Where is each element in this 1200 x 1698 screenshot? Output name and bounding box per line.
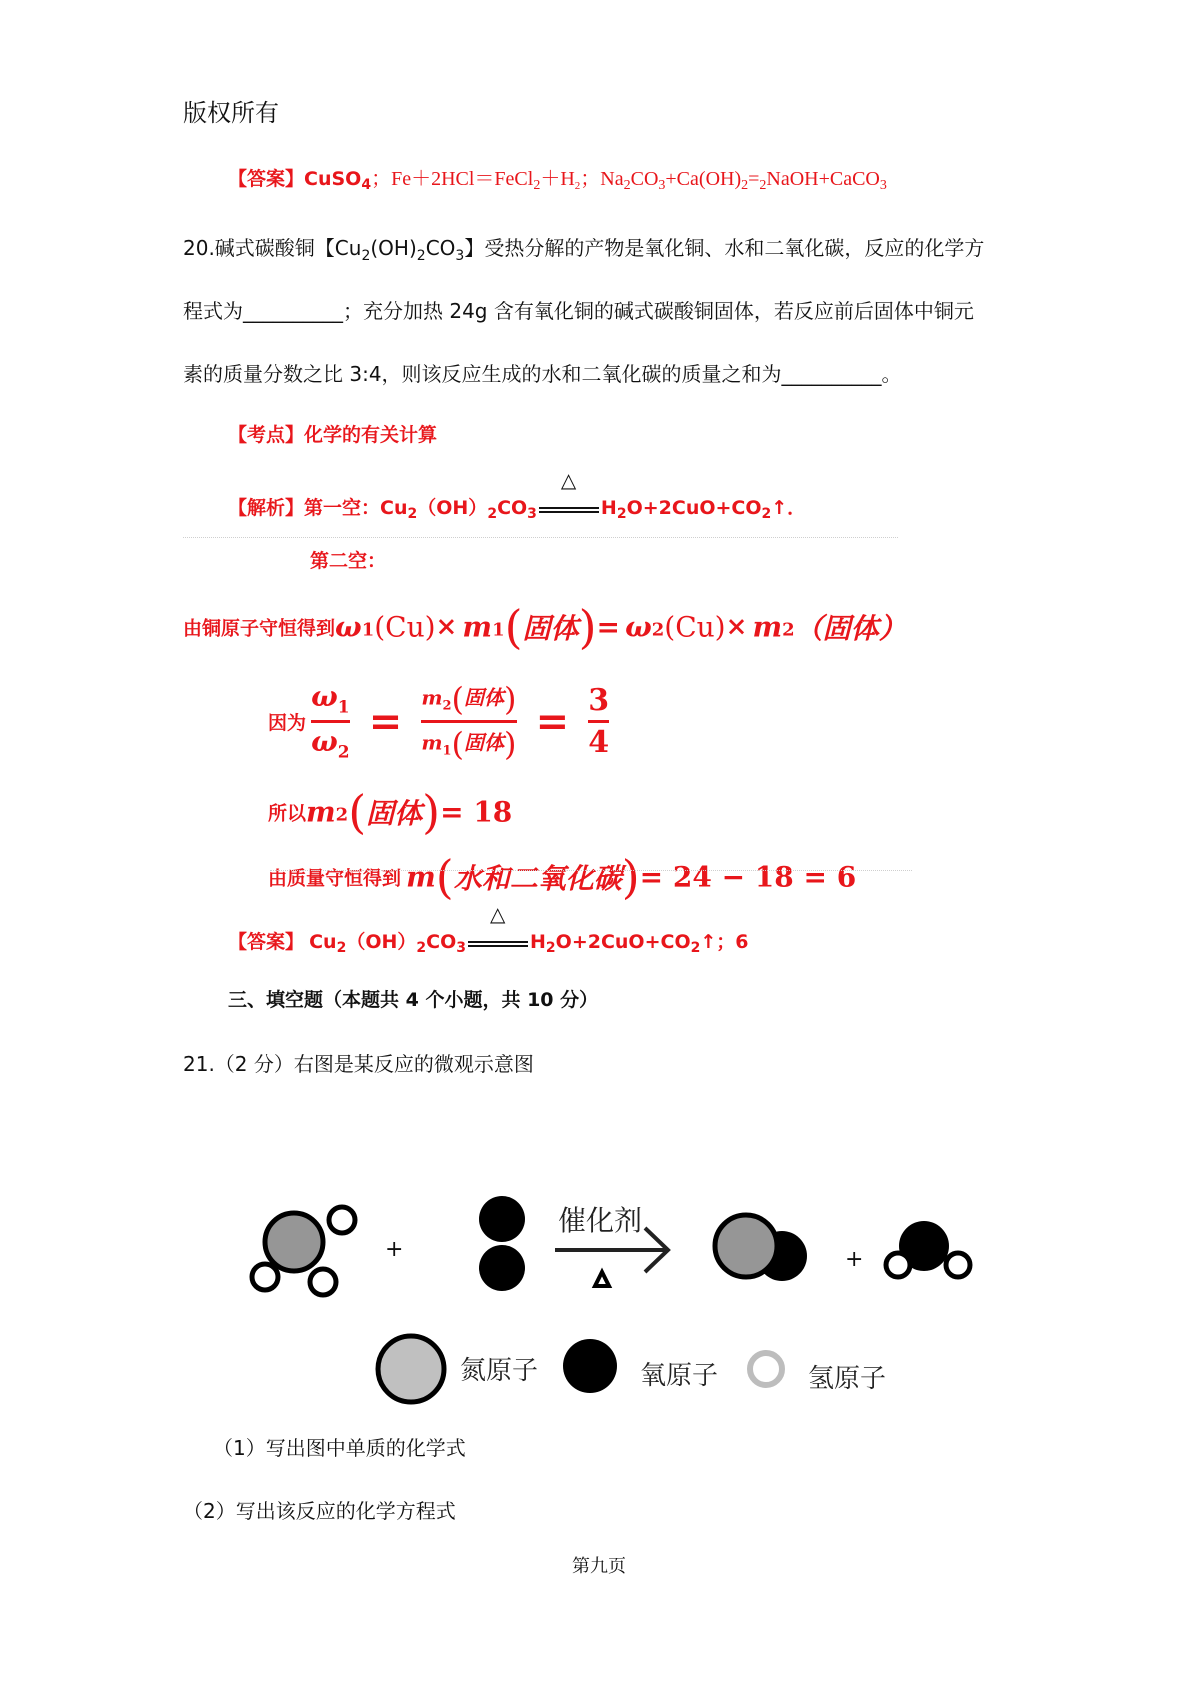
math-line-3 [268,785,512,839]
paren: ( [348,785,367,839]
symbol-omega: ω [625,610,652,644]
formula-part: = [748,168,760,190]
separator: ； [371,168,392,190]
symbol-cu: (Cu) [664,610,726,644]
text-part: 】受热分解的产物是氧化铜、水和二氧化碳，反应的化学方 [464,236,985,260]
math-label: 由铜原子守恒得到 [183,617,336,640]
word-solid: 固体 [366,797,423,830]
paren: ( [451,680,465,718]
symbol-m: m [421,730,443,755]
symbol-omega: ω [311,725,338,758]
text-part: CO [425,236,456,260]
math-label: 因为 [268,712,307,734]
legend-oxygen-label: 氧原子 [640,1361,719,1391]
q21-title: 21.（2 分）右图是某反应的微观示意图 [183,1052,534,1076]
formula-sub: 2 [623,178,631,194]
answer-label: 【答案】 [228,168,305,190]
q21-sub1: （1）写出图中单质的化学式 [213,1436,466,1460]
paren: ) [422,785,441,839]
formula-sub: 4 [361,177,372,194]
equation-fe: Fe＋2HCl＝FeCl [391,168,534,190]
formula-sub: 2 [759,178,767,194]
math-line-2 [268,680,609,763]
divider [270,870,912,871]
text-part: 20.碱式碳酸铜【Cu [183,236,362,260]
heat-symbol: △ [560,468,577,492]
answer-blank: __________ [243,299,343,323]
kaodian-label: 【考点】 [228,424,305,446]
formula-sub: 2 [574,180,581,193]
formula-sub: 2 [361,248,371,264]
word-solid: 固体 [522,612,579,645]
fraction-ratio [588,683,609,760]
formula-sub: 2 [690,940,701,957]
fraction-bar [588,720,609,723]
paren: ( [435,850,454,904]
equals: = [368,698,403,745]
times-symbol: × [435,612,458,642]
text-part: H [530,931,546,953]
formula-sub: 2 [336,940,347,957]
oxygen-molecule [479,1196,525,1291]
q20-line1 [183,232,984,264]
paren: ( [504,600,523,654]
math-line-4 [268,850,856,904]
symbol-m: m [406,860,436,894]
no-molecule [715,1215,807,1281]
text-part: （OH） [346,931,417,953]
plus-sign: + [385,1237,404,1262]
word-solid: 固体 [464,730,505,755]
answer-19 [228,162,887,194]
subscript: 1 [442,743,452,759]
ammonia-molecule [252,1207,355,1295]
formula-sub: 2 [487,506,498,523]
symbol-omega: ω [311,680,338,714]
formula-sub: 2 [533,178,541,194]
text-part: H [600,497,617,519]
text-part: （OH） [417,497,488,519]
jiexi-second: 第二空： [310,550,387,572]
formula-sub: 3 [527,506,537,523]
double-line [466,910,530,950]
heat-icon [595,1272,609,1286]
denominator: 4 [588,725,610,760]
math-label: 所以 [268,802,307,825]
subscript: 1 [492,619,505,641]
math-label: 由质量守恒得到 [268,867,402,890]
paren: ) [621,850,640,904]
symbol-omega: ω [335,610,362,644]
subscript: 2 [335,804,349,826]
text-part: 。 [881,362,902,386]
times-symbol: × [725,612,748,642]
formula-sub: 3 [879,178,887,194]
subscript: 2 [782,619,795,641]
word-water-co2: 水和二氧化碳 [453,862,622,895]
subscript: 1 [337,698,350,718]
subscript: 2 [337,742,350,763]
formula-part: NaOH+CaCO [766,168,880,190]
equation-na: ；Na [580,168,624,190]
paren: ) [578,600,597,654]
water-molecule [886,1221,970,1277]
text-part: (OH) [370,236,417,260]
formula-sub: 2 [416,940,427,957]
text-part: ↑． [771,497,807,519]
legend-nitrogen [378,1336,444,1402]
symbol-m: m [421,685,443,710]
legend-hydrogen [750,1353,782,1385]
text-part: CO [426,931,457,953]
formula-sub: 2 [616,506,627,523]
text-part: 素的质量分数之比 3:4，则该反应生成的水和二氧化碳的质量之和为 [183,362,782,386]
kaodian-text: 化学的有关计算 [304,424,438,446]
equals: = [596,610,620,644]
text-part: ↑；6 [700,931,749,953]
result-18: = 18 [440,795,513,829]
paren: ) [504,725,517,763]
subscript: 2 [651,619,665,641]
text-part: 程式为 [183,299,243,323]
section-title: 三、填空题（本题共 4 个小题，共 10 分） [228,989,599,1011]
paren: ) [504,680,517,718]
answer-label: 【答案】 [228,931,305,953]
symbol-m: m [462,610,493,644]
equals: = [535,698,570,745]
subscript: 1 [361,619,375,641]
text-part: O+2CuO+CO [555,931,691,953]
heat-symbol: △ [490,902,506,926]
fraction-mass [421,680,516,763]
subscript: 2 [442,698,452,714]
symbol-cu: (Cu) [374,610,436,644]
text-part: CO [497,497,528,519]
fraction-omega [311,680,350,762]
text-part: 第一空：Cu [304,497,408,519]
reaction-condition [537,468,601,516]
answer-blank: __________ [781,362,882,386]
formula-sub: 3 [658,178,666,194]
formula-sub: 3 [455,248,465,264]
page-number: 第九页 [572,1556,626,1577]
formula-sub: 2 [761,506,772,523]
formula-sub: 2 [741,178,749,194]
jiexi-label: 【解析】 [228,497,305,519]
symbol-m: m [752,610,783,644]
text-part: O+2CuO+CO [626,497,762,519]
answer-20 [228,902,749,957]
formula-sub: 2 [416,248,426,264]
word-solid: （固体） [794,612,907,645]
legend-hydrogen-label: 氢原子 [808,1364,887,1394]
math-line-1 [183,600,907,660]
plus-sign: + [845,1247,864,1272]
legend-nitrogen-label: 氮原子 [460,1356,539,1386]
legend-oxygen [563,1339,617,1393]
numerator: 3 [588,683,610,718]
reaction-condition [466,902,530,950]
q20-line2 [183,295,974,324]
formula-part: +Ca(OH) [665,168,742,190]
formula-part: CO [630,168,659,190]
catalyst-label: 催化剂 [558,1204,643,1237]
fraction-bar [421,720,516,723]
divider [183,537,898,538]
equation-h2: ＋H [540,168,575,190]
formula-sub: 3 [456,940,467,957]
result-final: = 24 − 18 = 6 [639,860,857,894]
q20-line3 [183,358,902,387]
text-part: ；充分加热 24g 含有氧化铜的碱式碳酸铜固体，若反应前后固体中铜元 [343,299,974,323]
word-solid: 固体 [464,685,505,710]
symbol-m: m [306,795,336,829]
formula-sub: 2 [407,506,418,523]
text-part: Cu [309,931,337,953]
double-line [537,476,601,516]
q21-sub2: （2）写出该反应的化学方程式 [183,1499,456,1523]
formula-cuso4: CuSO [304,168,362,190]
paren: ( [451,725,465,763]
jiexi-first [228,468,807,523]
kaodian [228,420,437,447]
copyright-text: 版权所有 [183,99,279,127]
fraction-bar [311,720,350,723]
formula-sub: 2 [545,940,556,957]
